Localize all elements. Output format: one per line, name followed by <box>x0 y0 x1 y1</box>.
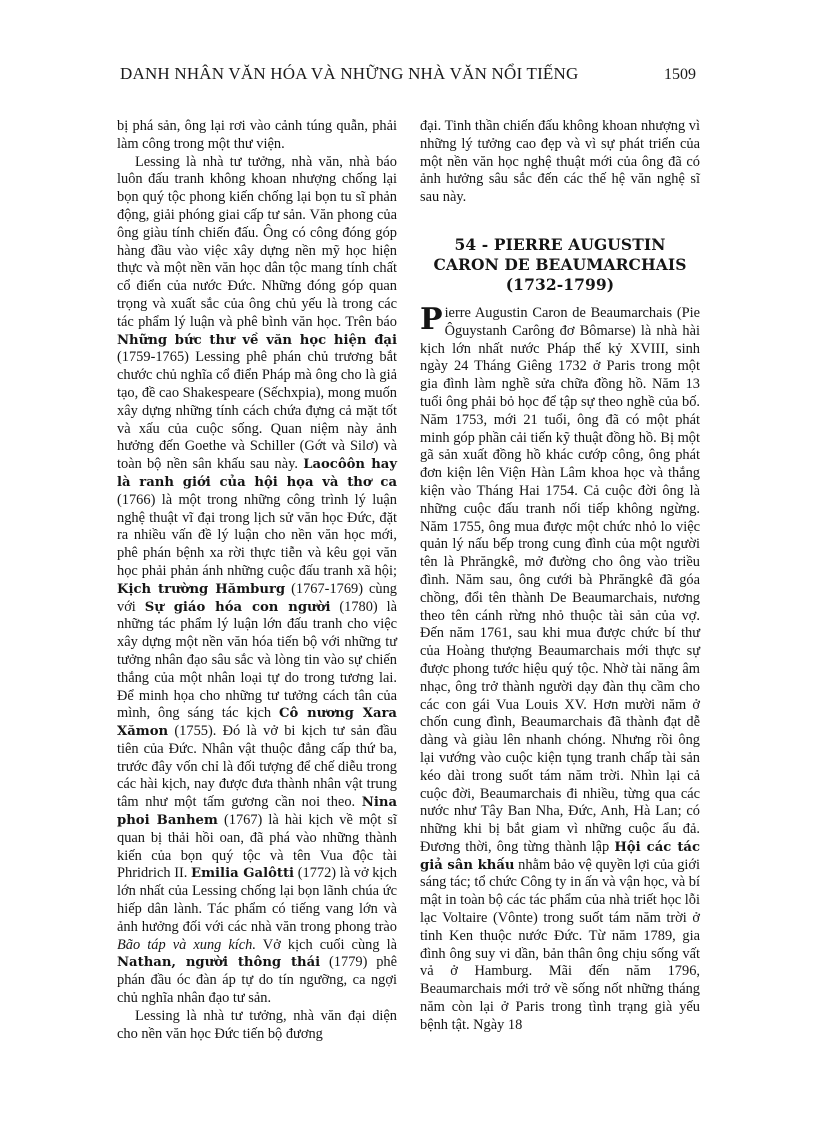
work-title: Laocôôn hay là ranh giới của hội họa và thơ ca <box>117 457 398 490</box>
left-column <box>117 118 397 1043</box>
work-title: Cô nương Xara Xămon <box>117 706 397 740</box>
text-run: (1767-1769) cùng với <box>117 580 397 615</box>
work-title: Kịch trường Hămburg <box>117 581 286 597</box>
work-title: Emilia Galôtti <box>191 866 295 882</box>
paragraph-lessing-works <box>117 154 397 1008</box>
text-run: Lessing là nhà tư tưởng, nhà văn, nhà báo luôn đấu tranh không khoan nhượng chống lại bọn quý tộc phong kiến chống lại bọn tu sĩ phản động, giải phóng giai cấp tư sản. Văn phong của ông giàu tính chiến đấu. Ông có công đóng góp hàng đầu vào việc xây dựng nền mỹ học hiện thực và một nền văn học dân tộc mang tính chất cổ điển của nước Đức. Những đóng góp quan trọng và xuất sắc của ông chủ yếu là trong các tác phẩm lý luận và phê bình văn học. Trên báo <box>117 153 397 330</box>
paragraph-continuation: đại. Tinh thần chiến đấu không khoan nhượng vì những lý tưởng cao đẹp và vì sự phát triển của một nền văn học nghệ thuật mới của ông đã có ảnh hưởng sâu sắc đến các thế hệ văn nghệ sĩ sau này. <box>420 118 700 206</box>
paragraph-beaumarchais <box>420 301 701 1035</box>
text-run: (1779) phê phán đầu óc đàn áp tự do tín ngưỡng, ca ngợi chủ nghĩa nhân đạo tư sản. <box>117 954 397 1007</box>
drop-cap: P <box>420 301 443 337</box>
text-run: ierre Augustin Caron de Beaumarchais (Pie Ôguystanh Carông đơ Bômarse) là nhà hài kịch lớn nhất nước Pháp thế kỷ XVIII, sinh ngày 24 Tháng Giêng 1732 ở Paris trong một gia đình làm nghề sửa chữa đồng hồ. Năm 13 tuổi ông phải bỏ học để tập sự theo nghề của bố. Năm 1753, mới 21 tuổi, ông đã có một phát minh góp phần cải tiến kỹ thuật đồng hồ. Bị một gã sản xuất đồng hồ khác cướp công, ông phát đơn kiện lên Viện Hàn Lâm khoa học và thắng kiện vào Tháng Hai 1754. Cả cuộc đời ông là những cuộc đấu tranh nối tiếp không ngừng. Năm 1755, ông mua được một chức nhỏ lo việc quản lý nấu bếp trong cung đình của một người tên là Phrăngkê, mở đường cho ông vào triều đình. Năm sau, ông cưới bà Phrăngkê đã góa chồng, đổi tên thành De Beaumarchais, nương theo tên cánh rừng nhỏ thuộc tài sản của vợ. Đến năm 1761, sau khi mua được chức bí thư của Hoàng thượng Beaumarchais mới thực sự được phong tước hiệu quý tộc. Nhờ tài năng âm nhạc, ông trở thành người dạy đàn thụ cầm cho các con gái Vua Louis XV. Hơn mười năm ở chốn cung đình, Beaumarchais đã thành đạt dễ dàng và giàu lên nhanh chóng. Nhưng rồi ông lại vướng vào cuộc kiện tụng tranh chấp tài sản kéo dài trong suốt tám năm trời. Nhìn lại cả cuộc đời, Beaumarchais đi nhiều, từng qua các nước như Tây Ban Nha, Đức, Anh, Hà Lan; có những khi bị bắt giam vì những cuộc ẩu đả. Đương thời, ông từng thành lập <box>420 304 700 855</box>
text-run: Vở kịch cuối cùng là <box>262 936 397 953</box>
text-run: (1766) là một trong những công trình lý luận nghệ thuật vĩ đại trong lịch sử văn học Đức, đặt ra nhiều vấn đề lý luận cho nền văn học mới, phê phán bệnh xa rời thực tiễn và kêu gọi văn học phải phản ánh những cuộc đấu tranh xã hội; <box>117 491 397 579</box>
running-header-title: DANH NHÂN VĂN HÓA VÀ NHỮNG NHÀ VĂN NỔI TIẾNG <box>120 64 579 83</box>
work-title: Nathan, người thông thái <box>117 955 321 971</box>
text-run: (1755). Đó là vở bi kịch tư sản đầu tiên của Đức. Nhân vật thuộc đẳng cấp thứ ba, trước đây vốn chỉ là đối tượng để chế diễu trong các hài kịch, nay được đưa thành nhân vật trung tâm như một tấm gương cần noi theo. <box>117 723 397 811</box>
text-run: (1772) là vở kịch lớn nhất của Lessing chống lại bọn lãnh chúa ức hiếp dân lành. Tác phẩm có tiếng vang lớn và ảnh hưởng đối với các nhà văn trong phong trào <box>117 865 397 935</box>
text-run: (1767) là hài kịch về một sĩ quan bị thải hồi oan, đã phá vào những thành kiến của bọn quý tộc và tên Vua độc tài Phridrich II. <box>117 812 397 882</box>
paragraph-summary: Lessing là nhà tư tưởng, nhà văn đại diện cho nền văn học Đức tiến bộ đương <box>117 1007 397 1042</box>
organization-name: Hội các tác giả sân khấu <box>420 839 700 873</box>
section-heading: 54 - PIERRE AUGUSTIN CARON DE BEAUMARCHAIS (1732-1799) <box>433 234 687 294</box>
text-run: (1780) là những tác phẩm lý luận lớn đấu tranh cho việc xây dựng một nền văn hóa tiến bộ với những tư tưởng nhân đạo sâu sắc và lòng tin vào sự chiến thắng của một nhân loại tự do trong tương lai. Để minh họa cho những tư tưởng cách tân của mình, ông sáng tác kịch <box>117 598 397 722</box>
work-title: Nina phoi Banhem <box>117 795 397 829</box>
text-run: nhằm bảo vệ quyền lợi của giới sáng tác; tổ chức Công ty in ấn và vận học, và bí mật in toàn bộ các tác phẩm của nhà triết học lỗi lạc Voltaire (Vônte) trong suốt tám năm trời ở tỉnh Ken thuộc nước Đức. Từ năm 1789, gia đình ông suy vi dần, bản thân ông chịu sống vất vả ở Hamburg. Mãi đến năm 1796, Beaumarchais mới trở về sống nốt những tháng năm còn lại ở Paris trong tình trạng già yếu bệnh tật. Ngày 18 <box>420 856 701 1033</box>
work-title: Những bức thư về văn học hiện đại <box>117 332 397 348</box>
paragraph-continuation: bị phá sản, ông lại rơi vào cảnh túng quẫn, phải làm công trong một thư viện. <box>117 118 397 152</box>
right-column <box>420 118 700 1035</box>
work-title: Sự giáo hóa con người <box>144 599 331 615</box>
page-number: 1509 <box>664 66 696 83</box>
movement-title: Bão táp và xung kích. <box>117 936 256 953</box>
text-run: (1759-1765) Lessing phê phán chủ trương bắt chước chủ nghĩa cổ điển Pháp mà ông cho là giả tạo, đề cao Shakespeare (Sếchxpia), mong muốn xây dựng những tính cách chứa đựng cả mặt tốt và xấu của cuộc sống. Quan niệm này ảnh hưởng đến Goethe và Schiller (Gớt và Silơ) và toàn bộ nền sân khấu sau này. <box>117 349 397 473</box>
